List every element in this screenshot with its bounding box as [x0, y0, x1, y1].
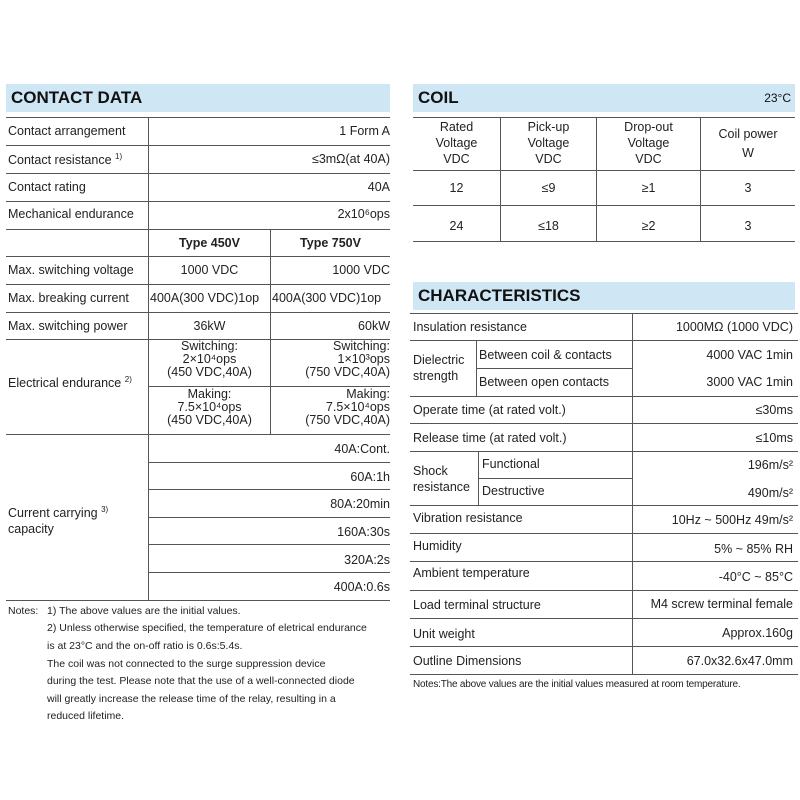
release-time-label: Release time (at rated volt.): [413, 431, 567, 445]
shock-destructive-label: Destructive: [482, 484, 545, 498]
dielectric-coil-contacts-label: Between coil & contacts: [479, 348, 612, 362]
carry-value: 320A:2s: [344, 553, 390, 567]
contact-data-header: [6, 84, 390, 112]
coil-header-rated: Rated Voltage VDC: [435, 120, 478, 166]
shock-functional-value: 196m/s²: [747, 458, 793, 472]
coil-cell: 3: [744, 181, 752, 195]
max-switching-voltage-450: 1000 VDC: [180, 263, 239, 277]
elec-450-making: Making: 7.5×10⁴ops (450 VDC,40A): [167, 387, 252, 427]
characteristics-note: Notes:The above values are the initial values measured at room temperature.: [413, 679, 741, 690]
dielectric-strength-label: Dielectric strength: [413, 353, 465, 383]
unit-weight-label: Unit weight: [413, 627, 475, 641]
coil-header-dropout: Drop-out Voltage VDC: [624, 120, 673, 166]
max-switching-power-label: Max. switching power: [8, 319, 128, 333]
contact-arrangement-value: 1 Form A: [339, 124, 390, 138]
elec-750-making: Making: 7.5×10⁴ops (750 VDC,40A): [305, 387, 390, 427]
current-carrying-capacity-label: Current carrying $^{3)}$ capacity: [8, 505, 109, 537]
shock-functional-label: Functional: [482, 457, 540, 471]
coil-cell: ≤18: [538, 219, 559, 233]
note-line: 1) The above values are the initial values.: [47, 605, 241, 617]
carry-value: 60A:1h: [350, 470, 390, 484]
mechanical-endurance-value: 2x10⁶ops: [337, 207, 390, 221]
release-time-value: ≤10ms: [755, 431, 793, 445]
operate-time-label: Operate time (at rated volt.): [413, 403, 566, 417]
unit-weight-value: Approx.160g: [722, 626, 793, 640]
coil-temperature: 23°C: [764, 91, 791, 105]
coil-cell: 12: [449, 181, 464, 195]
type-750v-header: Type 750V: [300, 236, 361, 250]
max-breaking-current-750: 400A(300 VDC)1op: [272, 291, 382, 305]
humidity-value: 5% ~ 85% RH: [714, 542, 793, 556]
contact-resistance-value: ≤3mΩ(at 40A): [311, 152, 390, 166]
note-line: reduced lifetime.: [47, 710, 125, 722]
carry-value: 400A:0.6s: [333, 580, 390, 594]
carry-value: 160A:30s: [337, 525, 390, 539]
notes-prefix: Notes:: [8, 605, 39, 617]
load-terminal-label: Load terminal structure: [413, 598, 541, 612]
insulation-resistance-label: Insulation resistance: [413, 320, 527, 334]
carry-value: 40A:Cont.: [334, 442, 390, 456]
max-breaking-current-450: 400A(300 VDC)1op: [150, 291, 260, 305]
coil-header-power: Coil power W: [718, 127, 778, 160]
ambient-temperature-label: Ambient temperature: [413, 566, 530, 580]
load-terminal-value: M4 screw terminal female: [650, 597, 793, 611]
vibration-resistance-value: 10Hz ~ 500Hz 49m/s²: [671, 513, 793, 527]
note-line: during the test. Please note that the use of a well-connected diode: [47, 675, 355, 687]
coil-title: COIL: [418, 88, 459, 107]
insulation-resistance-value: 1000MΩ (1000 VDC): [675, 320, 793, 334]
coil-cell: ≥2: [641, 219, 656, 233]
contact-resistance-label: Contact resistance $^{1)}$: [8, 152, 123, 168]
dielectric-open-contacts-value: 3000 VAC 1min: [706, 375, 793, 389]
humidity-label: Humidity: [413, 539, 462, 553]
elec-450-switching: Switching: 2×10⁴ops (450 VDC,40A): [167, 339, 252, 379]
shock-destructive-value: 490m/s²: [747, 486, 793, 500]
coil-cell: 24: [449, 219, 464, 233]
coil-cell: ≤9: [541, 181, 556, 195]
note-line: is at 23°C and the on-off ratio is 0.6s:5.4s.: [47, 640, 243, 652]
coil-cell: 3: [744, 219, 752, 233]
note-line: 2) Unless otherwise specified, the temperature of eletrical endurance: [47, 622, 367, 634]
max-breaking-current-label: Max. breaking current: [8, 291, 129, 305]
max-switching-voltage-750: 1000 VDC: [332, 263, 390, 277]
operate-time-value: ≤30ms: [755, 403, 793, 417]
contact-data-title: CONTACT DATA: [11, 88, 143, 107]
outline-dimensions-label: Outline Dimensions: [413, 654, 522, 668]
max-switching-power-450: 36kW: [193, 319, 226, 333]
contact-arrangement-label: Contact arrangement: [8, 124, 126, 138]
max-switching-voltage-label: Max. switching voltage: [8, 263, 134, 277]
coil-header-pickup: Pick-up Voltage VDC: [527, 120, 570, 166]
mechanical-endurance-label: Mechanical endurance: [8, 207, 134, 221]
elec-750-switching: Switching: 1×10³ops (750 VDC,40A): [305, 339, 390, 379]
carry-value: 80A:20min: [330, 497, 390, 511]
coil-header: [413, 84, 795, 112]
dielectric-coil-contacts-value: 4000 VAC 1min: [706, 348, 793, 362]
shock-resistance-label: Shock resistance: [413, 464, 470, 494]
coil-cell: ≥1: [641, 181, 656, 195]
contact-rating-value: 40A: [367, 180, 390, 194]
type-450v-header: Type 450V: [179, 236, 240, 250]
max-switching-power-750: 60kW: [358, 319, 390, 333]
electrical-endurance-label: Electrical endurance $^{2)}$: [8, 375, 132, 391]
characteristics-header: [413, 282, 795, 310]
contact-rating-label: Contact rating: [8, 180, 86, 194]
dielectric-open-contacts-label: Between open contacts: [479, 375, 609, 389]
outline-dimensions-value: 67.0x32.6x47.0mm: [686, 654, 793, 668]
characteristics-title: CHARACTERISTICS: [418, 286, 581, 305]
ambient-temperature-value: -40°C ~ 85°C: [718, 570, 793, 584]
vibration-resistance-label: Vibration resistance: [413, 511, 523, 525]
note-line: The coil was not connected to the surge suppression device: [47, 658, 326, 670]
note-line: will greatly increase the release time of the relay, resulting in a: [47, 693, 336, 705]
